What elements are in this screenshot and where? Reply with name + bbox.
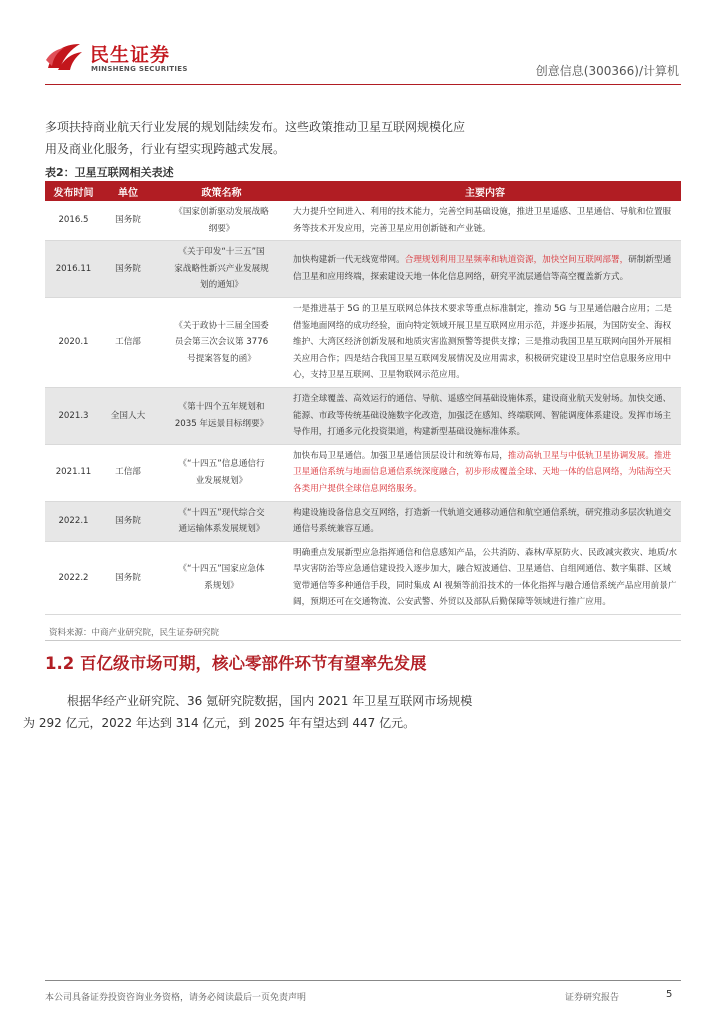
page-number: 5 (666, 989, 673, 1000)
cell-organization: 工信部 (102, 297, 154, 387)
table-row (45, 241, 681, 298)
footer-disclaimer: 本公司具备证券投资咨询业务资格，请务必阅读最后一页免责声明 (45, 993, 307, 1003)
highlighted-text: 合理规划利用卫星频率和轨道资源，加快空间互联网部署， (404, 255, 629, 266)
cell-organization: 工信部 (102, 444, 154, 501)
table-source: 资料来源：中商产业研究院，民生证券研究院 (49, 628, 220, 638)
policy-name-line: 业发展规划》 (195, 475, 248, 486)
intro-paragraph (45, 116, 685, 160)
company-ticker: 创意信息(300366)/计算机 (535, 64, 679, 78)
market-line: 为 292 亿元，2022 年达到 314 亿元，到 2025 年有望达到 447 亿元。 (23, 716, 416, 730)
content-text: 研制新型通信卫星和应用终端，探索建设天地一体化信息网络，研究平流层通信等高空覆盖新方式。 (293, 255, 672, 283)
content-text: 加快布局卫星通信。加强卫星通信顶层设计和统筹布局， (293, 450, 508, 461)
cell-date: 2016.11 (45, 241, 102, 298)
policy-name-line: 纲要》 (208, 223, 235, 234)
cell-main-content (289, 241, 681, 298)
market-paragraph (23, 690, 685, 734)
brand-name-cn: 民生证券 (90, 44, 171, 66)
policy-name-line: 《关于印发“十三五”国 (178, 247, 265, 258)
minsheng-logo-icon (44, 38, 84, 76)
policy-name-line: 通运输体系发展规划》 (178, 524, 265, 535)
policy-name-line: 2035 年远景目标纲要》 (174, 418, 269, 429)
policy-name-line: 《关于政协十三届全国委 (174, 320, 269, 331)
cell-policy-name (154, 444, 289, 501)
highlighted-text: 推动高轨卫星与中低轨卫星协调发展。推进卫星通信系统与地面信息通信系统深度融合，初步形成覆盖全球、天地一体的信息网络，为陆海空天各类用户提供全球信息网络服务。 (293, 450, 672, 494)
cell-policy-name (154, 387, 289, 444)
policy-name-line: 《“十四五”国家应急体 (178, 564, 265, 575)
policy-name-line: 员会第三次会议第 3776 (174, 337, 269, 348)
cell-date: 2021.3 (45, 387, 102, 444)
page-header (0, 0, 724, 90)
header-divider (45, 84, 681, 85)
policy-name-line: 《第十四个五年规划和 (178, 402, 265, 413)
column-header: 发布时间 (45, 181, 102, 201)
column-header: 主要内容 (289, 181, 681, 201)
cell-policy-name (154, 201, 289, 241)
intro-line: 用及商业化服务，行业有望实现跨越式发展。 (45, 142, 286, 156)
intro-line: 多项扶持商业航天行业发展的规划陆续发布。这些政策推动卫星互联网规模化应 (45, 120, 466, 134)
cell-organization: 国务院 (102, 541, 154, 614)
policy-name-line: 《“十四五”现代综合交 (178, 507, 265, 518)
cell-main-content (289, 541, 681, 614)
column-header: 政策名称 (154, 181, 289, 201)
policy-name-line: 号提案答复的函》 (187, 353, 256, 364)
policy-name-line: 划的通知》 (200, 280, 243, 291)
cell-policy-name (154, 501, 289, 541)
footer-report-type: 证券研究报告 (565, 993, 620, 1003)
policy-name-line: 《“十四五”信息通信行 (178, 459, 265, 470)
cell-date: 2022.1 (45, 501, 102, 541)
content-text: 加快构建新一代无线宽带网。 (293, 255, 405, 266)
cell-policy-name (154, 241, 289, 298)
table-row (45, 387, 681, 444)
cell-policy-name (154, 541, 289, 614)
table-row (45, 201, 681, 241)
source-divider (45, 640, 681, 641)
cell-date: 2020.1 (45, 297, 102, 387)
cell-date: 2022.2 (45, 541, 102, 614)
content-text: 打造全球覆盖、高效运行的通信、导航、遥感空间基础设施体系，建设商业航天发射场。加快交通、能源、市政等传统基础设施数字化改造，加强泛在感知、终端联网、智能调度体系建设。发挥市场主导作用，打通多元化投资渠道，构建新型基础设施标准体系。 (293, 393, 672, 438)
content-text: 一是推进基于 5G 的卫星互联网总体技术要求等重点标准制定，推动 5G 与卫星通信融合应用；二是借鉴地面网络的成功经验，面向特定领域开展卫星互联网应用示范，并逐步拓展，为国防安全、海权维护、大湾区经济创新发展和地质灾害监测预警等提供支撑；三是推动我国卫星互联网向国外开展相关应用合作；四是结合我国卫星互联网发展情况及应用需求，积极研究建设卫星时空信息服务应用中心，支持卫星互联网、卫星物联网示范应用。 (293, 303, 672, 381)
cell-main-content (289, 501, 681, 541)
section-heading: 1.2 百亿级市场可期，核心零部件环节有望率先发展 (45, 654, 427, 673)
table-row (45, 501, 681, 541)
policy-name-line: 《国家创新驱动发展战略 (174, 207, 269, 217)
table-body (45, 201, 681, 615)
cell-main-content (289, 444, 681, 501)
table-header-row (45, 181, 681, 201)
cell-organization: 国务院 (102, 501, 154, 541)
table-row (45, 541, 681, 614)
cell-date: 2016.5 (45, 201, 102, 241)
cell-policy-name (154, 297, 289, 387)
table-row (45, 444, 681, 501)
cell-main-content (289, 387, 681, 444)
content-text: 构建设施设备信息交互网络，打造新一代轨道交通移动通信和航空通信系统，研究推动多层次轨道交通信号系统兼容互通。 (293, 507, 672, 535)
table-row (45, 297, 681, 387)
footer-divider (45, 980, 681, 981)
cell-main-content (289, 297, 681, 387)
policy-table (45, 181, 681, 615)
policy-name-line: 系规划》 (204, 580, 239, 591)
brand-name-en: MINSHENG SECURITIES (91, 65, 188, 73)
policy-name-line: 家战略性新兴产业发展规 (174, 263, 269, 274)
table-title: 表2：卫星互联网相关表述 (45, 166, 174, 179)
cell-main-content (289, 201, 681, 241)
cell-organization: 国务院 (102, 241, 154, 298)
cell-organization: 全国人大 (102, 387, 154, 444)
cell-date: 2021.11 (45, 444, 102, 501)
content-text: 明确重点发展新型应急指挥通信和信息感知产品，公共消防、森林/草原防火、民政减灾救灾、地质/水旱灾害防治等应急通信建设投入逐步加大，融合短波通信、卫星通信、自组网通信、数字集群、区域宽带通信等多种通信手段，同时集成 AI 视频等前沿技术的一体化指挥与融合通信系统产品应用前景广阔，预期还可在交通物流、公安武警、外贸以及部队后勤保障等领域进行推广应用。 (293, 547, 677, 608)
column-header: 单位 (102, 181, 154, 201)
content-text: 大力提升空间进入、利用的技术能力，完善空间基础设施，推进卫星遥感、卫星通信、导航和位置服务等技术开发应用，完善卫星应用创新链和产业链。 (293, 207, 672, 234)
market-line: 根据华经产业研究院、36 氪研究院数据，国内 2021 年卫星互联网市场规模 (67, 694, 473, 708)
cell-organization: 国务院 (102, 201, 154, 241)
